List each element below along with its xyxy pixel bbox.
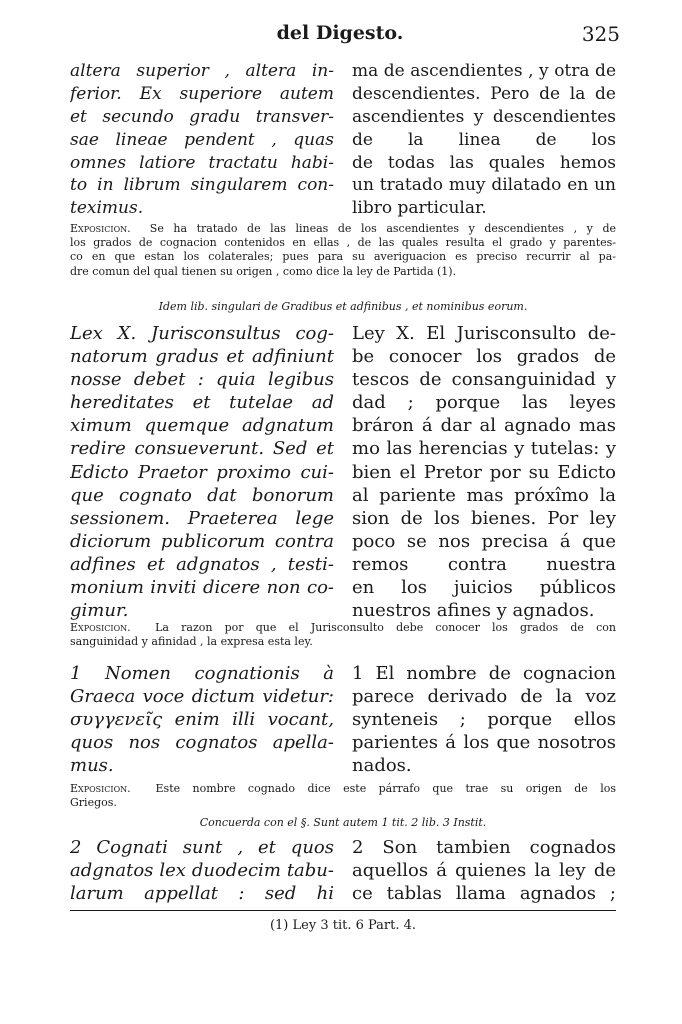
latin-line: omnes latiore tractatu habi-: [70, 152, 334, 173]
page-number: 325: [581, 22, 620, 46]
latin-line: nosse debet : quia legibus: [70, 369, 334, 391]
spanish-line: aquellos á quienes la ley de: [352, 860, 616, 882]
latin-column: [70, 836, 334, 905]
spanish-line: de la linea de los: [352, 129, 616, 150]
exposition-1: [70, 222, 616, 279]
spanish-line: nuestros afines y agnados.: [352, 600, 595, 622]
exposition-line: co en que estan los colaterales; pues para su averiguacion es preciso recurrir al pa-: [70, 250, 616, 264]
latin-line: gimur.: [70, 600, 129, 622]
latin-line: redire consueverunt. Sed et: [70, 438, 334, 460]
exposition-label: Exposicion.: [70, 222, 131, 235]
spanish-line: parece derivado de la voz: [352, 686, 616, 708]
spanish-line: sion de los bienes. Por ley: [352, 507, 616, 529]
spanish-line: dad ; porque las leyes: [352, 392, 616, 414]
spanish-line: be conocer los grados de: [352, 346, 616, 368]
spanish-line: parientes á los que nosotros: [352, 732, 616, 754]
footnote-divider: [70, 910, 616, 911]
concordance-note: Concuerda con el §. Sunt autem 1 tit. 2 lib. 3 Instit.: [199, 816, 487, 829]
latin-column: [70, 322, 334, 622]
exposition-text: Este nombre cognado dice este párrafo que trae su origen de los: [155, 782, 616, 795]
exposition-2: [70, 621, 616, 649]
latin-line: que cognato dat bonorum: [70, 484, 334, 506]
spanish-line: ce tablas llama agnados ;: [352, 883, 616, 905]
spanish-line: en los juicios públicos: [352, 577, 616, 599]
latin-line: ximum quemque adgnatum: [70, 415, 334, 437]
latin-line: diciorum publicorum contra: [70, 530, 334, 552]
latin-line: adgnatos lex duodecim tabu-: [70, 860, 334, 882]
exposition-text: Se ha tratado de las lineas de los ascendientes y descendientes , y de: [149, 222, 616, 235]
spanish-column: [352, 836, 616, 905]
spanish-line: synteneis ; porque ellos: [352, 709, 616, 731]
latin-line: Edicto Praetor proximo cui-: [70, 461, 334, 483]
latin-line: monium inviti dicere non co-: [70, 577, 334, 599]
latin-line: 1 Nomen cognationis à: [70, 663, 334, 684]
latin-line: adfines et adgnatos , testi-: [70, 553, 334, 575]
latin-line: et secundo gradu transver-: [70, 106, 334, 127]
running-title: del Digesto.: [276, 22, 404, 44]
spanish-line: ma de ascendientes , y otra de: [352, 61, 616, 81]
source-citation: Idem lib. singulari de Gradibus et adfinibus , et nominibus eorum.: [158, 300, 528, 313]
footnote: (1) Ley 3 tit. 6 Part. 4.: [269, 918, 417, 933]
latin-line: Graeca voce dictum videtur:: [70, 686, 334, 708]
latin-line: to in librum singularem con-: [70, 175, 334, 196]
latin-column: [70, 662, 334, 777]
latin-line: συγγενεῖς enim illi vocant,: [70, 709, 334, 731]
spanish-column: [352, 662, 616, 777]
latin-line: natorum gradus et adfiniunt: [70, 346, 334, 368]
exposition-3: [70, 782, 616, 810]
latin-line: 2 Cognati sunt , et quos: [70, 837, 334, 858]
spanish-line: 2 Son tambien cognados: [352, 837, 616, 858]
latin-column: [70, 60, 334, 220]
spanish-line: bien el Pretor por su Edicto: [352, 461, 616, 483]
latin-line: sessionem. Praeterea lege: [70, 507, 334, 529]
latin-line: teximus.: [70, 198, 144, 219]
exposition-line: dre comun del qual tienen su origen , como dice la ley de Partida (1).: [70, 264, 457, 278]
exposition-line: [70, 222, 616, 236]
latin-line: hereditates et tutelae ad: [70, 392, 334, 414]
latin-line: altera superior , altera in-: [70, 61, 334, 81]
latin-line: larum appellat : sed hi: [70, 883, 334, 905]
exposition-line: [70, 782, 616, 796]
spanish-line: bráron á dar al agnado mas: [352, 415, 616, 437]
exposition-line: sanguinidad y afinidad , la expresa esta ley.: [70, 635, 313, 649]
exposition-text: La razon por que el Jurisconsulto debe conocer los grados de con: [155, 621, 616, 634]
spanish-line: de todas las quales hemos: [352, 152, 616, 173]
spanish-line: mo las herencias y tutelas: y: [352, 438, 616, 460]
exposition-line: los grados de cognacion contenidos en ellas , de las quales resulta el grado y parentes-: [70, 236, 616, 250]
latin-line: ferior. Ex superiore autem: [70, 83, 334, 104]
spanish-line: nados.: [352, 755, 412, 777]
exposition-line: [70, 621, 616, 635]
spanish-line: un tratado muy dilatado en un: [352, 175, 616, 196]
page-header: [60, 22, 620, 56]
latin-line: Lex X. Jurisconsultus cog-: [70, 323, 334, 344]
spanish-line: 1 El nombre de cognacion: [352, 663, 616, 684]
spanish-line: remos contra nuestra: [352, 553, 616, 575]
spanish-line: poco se nos precisa á que: [352, 530, 616, 552]
latin-line: quos nos cognatos apella-: [70, 732, 334, 754]
latin-line: sae lineae pendent , quas: [70, 129, 334, 150]
spanish-line: Ley X. El Jurisconsulto de-: [352, 323, 616, 344]
exposition-line: Griegos.: [70, 796, 117, 810]
spanish-line: descendientes. Pero de la de: [352, 83, 616, 104]
spanish-line: ascendientes y descendientes: [352, 106, 616, 127]
exposition-label: Exposicion.: [70, 782, 131, 795]
spanish-column: [352, 60, 616, 220]
latin-line: mus.: [70, 755, 114, 777]
exposition-label: Exposicion.: [70, 621, 131, 634]
spanish-line: libro particular.: [352, 198, 487, 219]
spanish-line: al pariente mas próxîmo la: [352, 484, 616, 506]
spanish-line: tescos de consanguinidad y: [352, 369, 616, 391]
spanish-column: [352, 322, 616, 622]
